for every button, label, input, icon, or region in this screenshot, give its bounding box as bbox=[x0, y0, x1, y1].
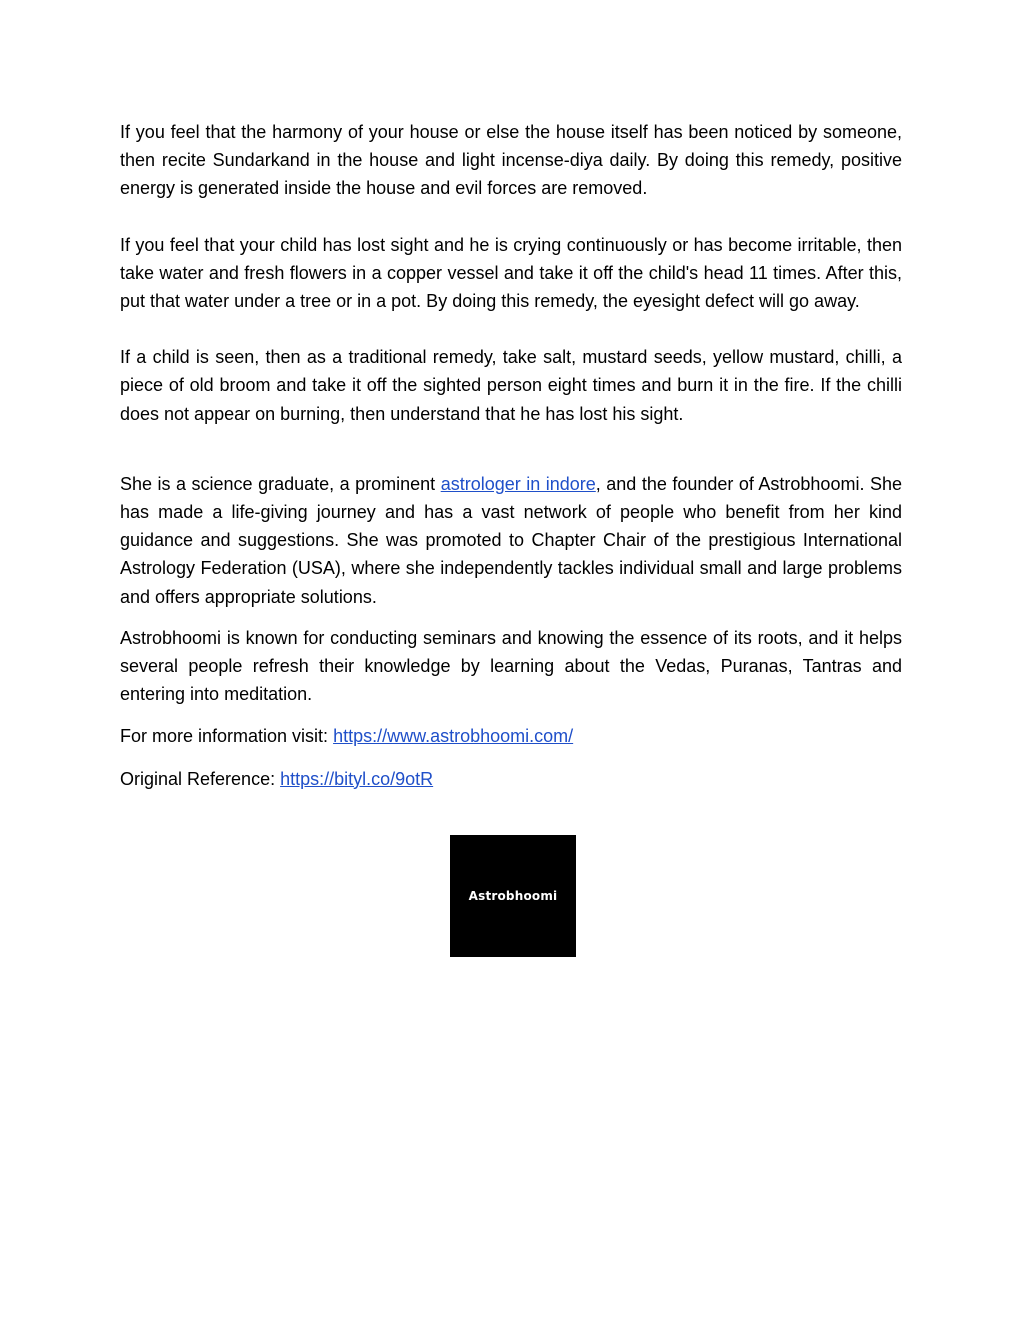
paragraph-author-bio bbox=[120, 470, 902, 611]
author-bio-rest: , and the founder of Astrobhoomi. She has made a life-giving journey and has a vast network of people who benefit from her kind guidance and suggestions. She was promoted to Chapter Chair of the prestigious International Astrology Federation (USA), where she independently tackles individual small and large problems and offers appropriate solutions. bbox=[120, 473, 902, 607]
astrobhoomi-website-link[interactable]: https://www.astrobhoomi.com/ bbox=[333, 726, 574, 747]
paragraph-child-sight-remedy: If you feel that your child has lost sight and he is crying continuously or has become irritable, then take water and fresh flowers in a copper vessel and take it off the child's head 11 times. After this, put that water under a tree or in a pot. By doing this remedy, the eyesight defect will go away. bbox=[120, 234, 902, 312]
paragraph-sundarkand-remedy: If you feel that the harmony of your house or else the house itself has been noticed by someone, then recite Sundarkand in the house and light incense-diya daily. By doing this remedy, positive energy is generated inside the house and evil forces are removed. bbox=[120, 122, 902, 199]
document-body bbox=[120, 118, 902, 793]
astrologer-in-indore-link[interactable]: astrologer in indore bbox=[440, 473, 596, 494]
original-reference-label: Original Reference: bbox=[120, 768, 281, 789]
paragraph-more-info bbox=[120, 722, 902, 750]
author-bio-intro: She is a science graduate, a prominent bbox=[120, 473, 441, 494]
original-reference-link[interactable]: https://bityl.co/9otR bbox=[280, 768, 434, 789]
more-info-label: For more information visit: bbox=[120, 726, 334, 747]
paragraph-traditional-remedy: If a child is seen, then as a traditional remedy, take salt, mustard seeds, yellow mustard, chilli, a piece of old broom and take it off the sighted person eight times and burn it in the fire. If the chilli does not appear on burning, then understand that he has lost his sight. bbox=[120, 347, 902, 424]
astrobhoomi-logo bbox=[450, 835, 576, 957]
logo-text: Astrobhoomi bbox=[468, 889, 558, 903]
paragraph-astrobhoomi-about: Astrobhoomi is known for conducting seminars and knowing the essence of its roots, and it helps several people refresh their knowledge by learning about the Vedas, Puranas, Tantras and entering into meditation. bbox=[120, 627, 902, 705]
paragraph-original-reference bbox=[120, 765, 902, 793]
